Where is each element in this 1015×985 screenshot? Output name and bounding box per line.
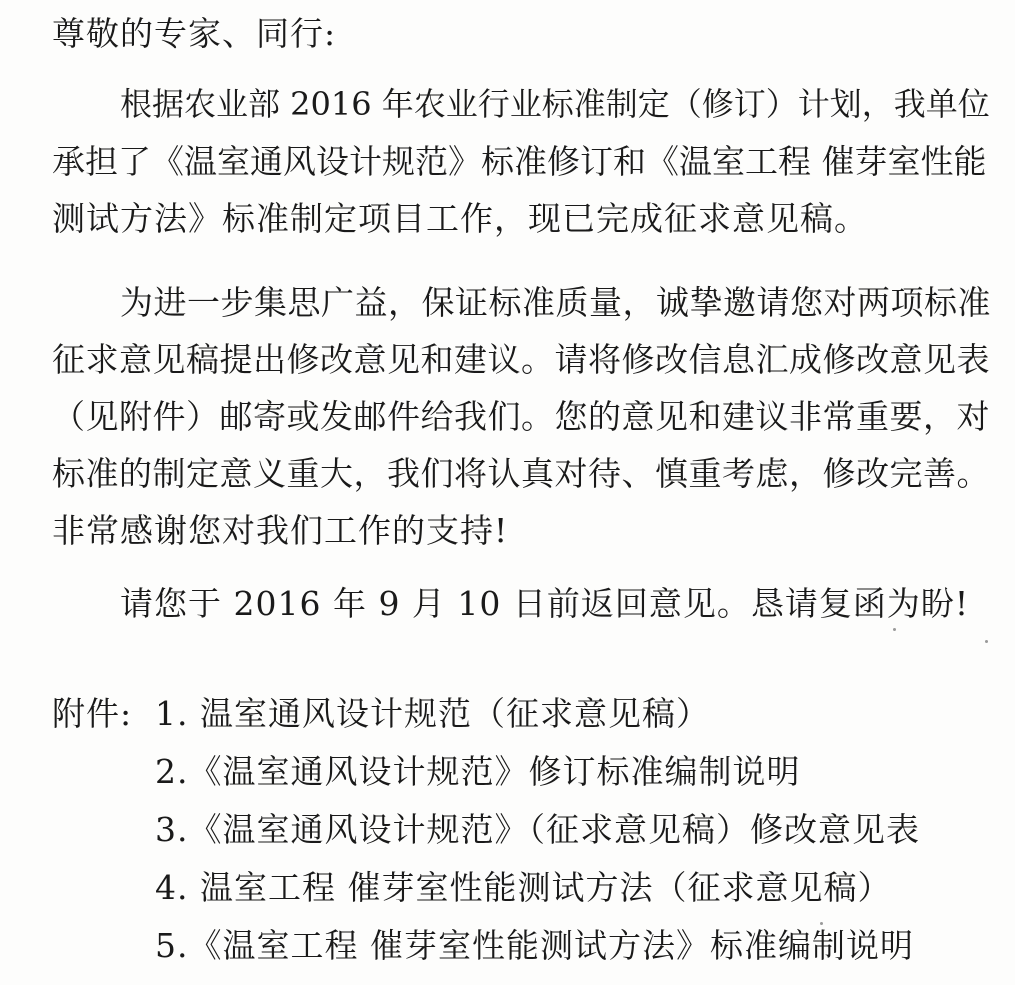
para2-line-3: （见附件）邮寄或发邮件给我们。您的意见和建议非常重要，对 [52, 397, 990, 436]
attachments-label: 附件: [52, 694, 133, 733]
scan-speck [893, 628, 896, 631]
salutation: 尊敬的专家、同行: [52, 14, 337, 53]
para2-line-4: 标准的制定意义重大，我们将认真对待、慎重考虑，修改完善。 [52, 454, 990, 493]
para2-line-2: 征求意见稿提出修改意见和建议。请将修改信息汇成修改意见表 [52, 340, 990, 379]
scan-speck [820, 922, 823, 925]
scan-speck [985, 640, 988, 643]
para2-line-1: 为进一步集思广益，保证标准质量，诚挚邀请您对两项标准 [120, 283, 991, 322]
para1-line-2: 承担了《温室通风设计规范》标准修订和《温室工程 催芽室性能 [52, 142, 987, 181]
attachment-item-3: 3.《温室通风设计规范》（征求意见稿）修改意见表 [155, 810, 920, 849]
para1-line-1: 根据农业部 2016 年农业行业标准制定（修订）计划，我单位 [120, 85, 990, 123]
para1-line-3: 测试方法》标准制定项目工作，现已完成征求意见稿。 [52, 199, 868, 238]
attachment-item-4: 4. 温室工程 催芽室性能测试方法（征求意见稿） [155, 868, 892, 907]
attachment-item-2: 2.《温室通风设计规范》修订标准编制说明 [155, 752, 801, 791]
attachment-item-1: 1. 温室通风设计规范（征求意见稿） [155, 694, 710, 733]
para2-line-5: 非常感谢您对我们工作的支持! [52, 511, 509, 550]
reply-deadline: 请您于 2016 年 9 月 10 日前返回意见。恳请复函为盼! [120, 584, 970, 623]
attachment-item-5: 5.《温室工程 催芽室性能测试方法》标准编制说明 [155, 926, 914, 965]
